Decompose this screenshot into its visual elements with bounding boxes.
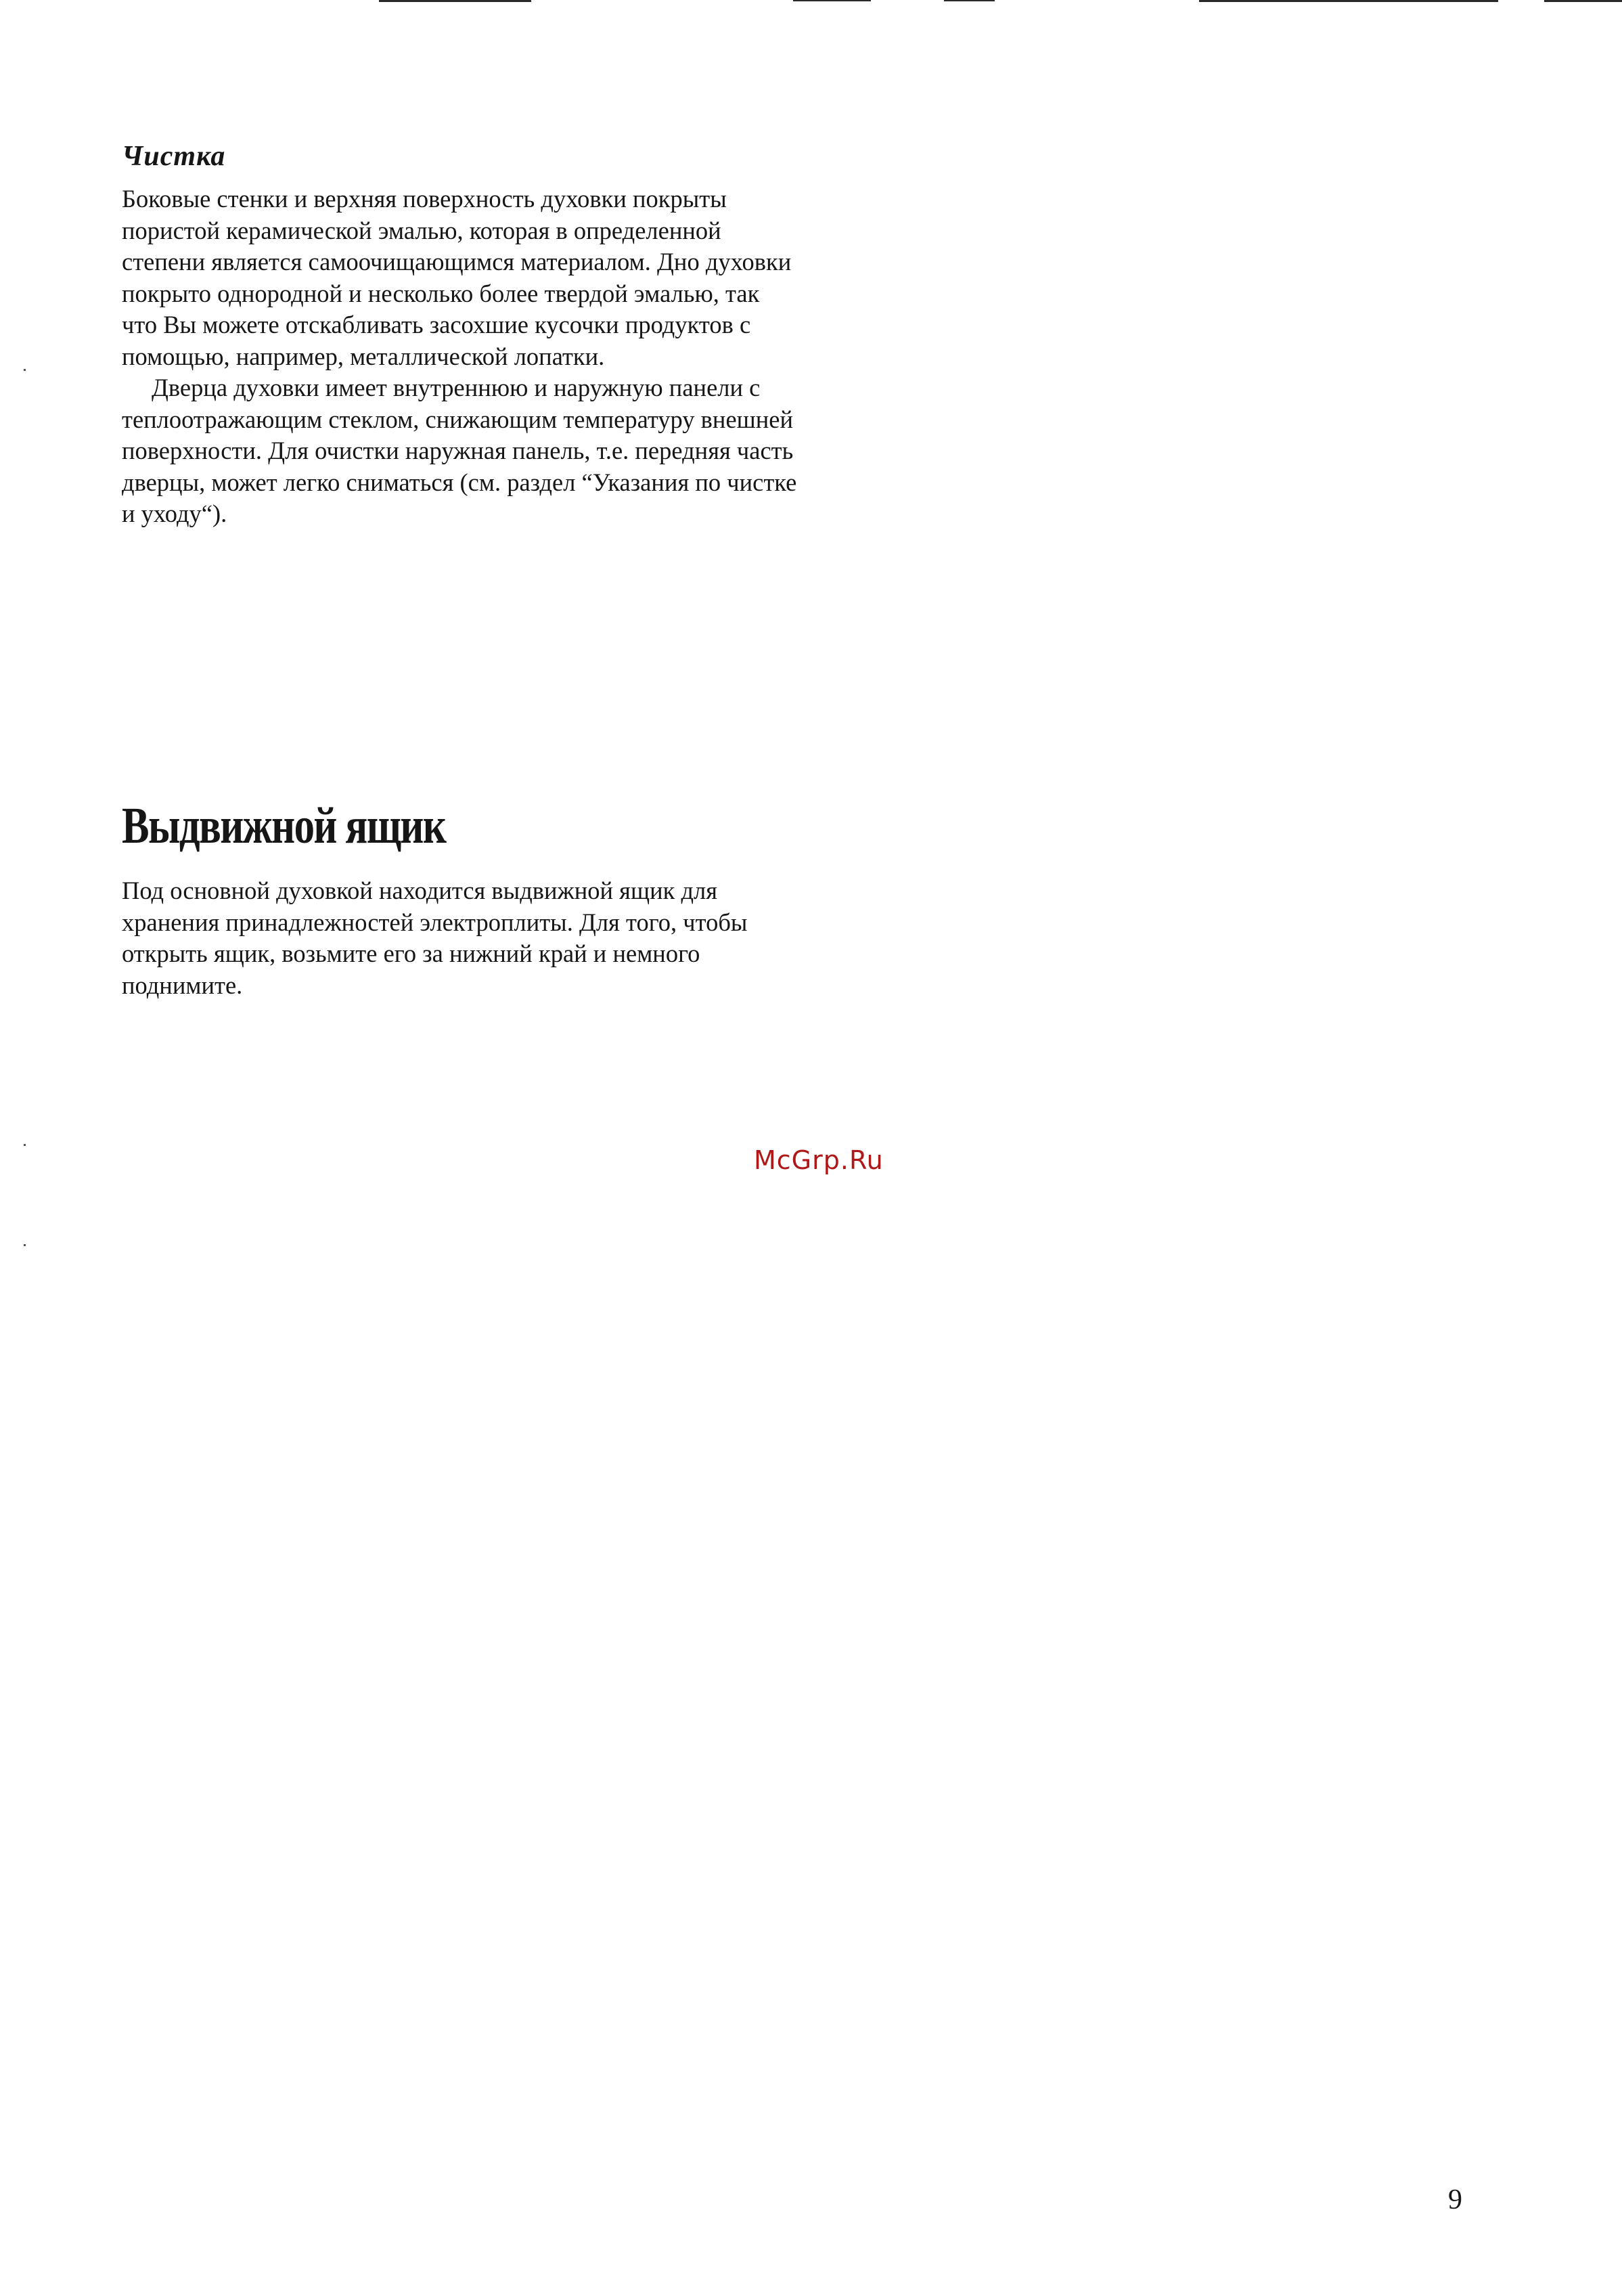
scan-artifact-line xyxy=(379,0,531,2)
scan-artifact-line xyxy=(793,0,871,1)
drawer-section xyxy=(122,795,798,1001)
drawer-paragraph: Под основной духовкой находится выдвижной ящик для хранения принадлежностей электроплиты. Для того, чтобы открыть ящик, возьмите его за нижний край и немного поднимите. xyxy=(122,877,748,999)
cleaning-paragraph-1: Боковые стенки и верхняя поверхность духовки покрыты пористой керамической эмалью, которая в определенной степени является самоочищающимся материалом. Дно духовки покрыто однородной и несколько более твердой эмалью, так что Вы можете отскабливать засохшие кусочки продуктов с помощью, например, металлической лопатки. xyxy=(122,185,792,370)
cleaning-heading: Чистка xyxy=(122,141,226,172)
page-number: 9 xyxy=(1448,2184,1462,2215)
scan-artifact-dot xyxy=(24,1144,26,1146)
cleaning-paragraph-2: Дверца духовки имеет внутреннюю и наружную панели с теплоотражающим стеклом, снижающим температуру внешней поверхности. Для очистки наружная панель, т.е. передняя часть дверцы, может легко сниматься (см. раздел “Указания по чистке и уходу“). xyxy=(122,374,797,527)
scan-artifact-line xyxy=(1199,0,1498,2)
watermark-link[interactable]: McGrp.Ru xyxy=(754,1145,884,1175)
scan-artifact-line xyxy=(1544,0,1622,2)
scan-artifact-line xyxy=(944,0,995,1)
scan-artifact-dot xyxy=(24,369,26,371)
cleaning-section xyxy=(122,139,798,530)
scan-artifact-dot xyxy=(24,1244,26,1246)
drawer-heading: Выдвижной ящик xyxy=(122,797,446,854)
